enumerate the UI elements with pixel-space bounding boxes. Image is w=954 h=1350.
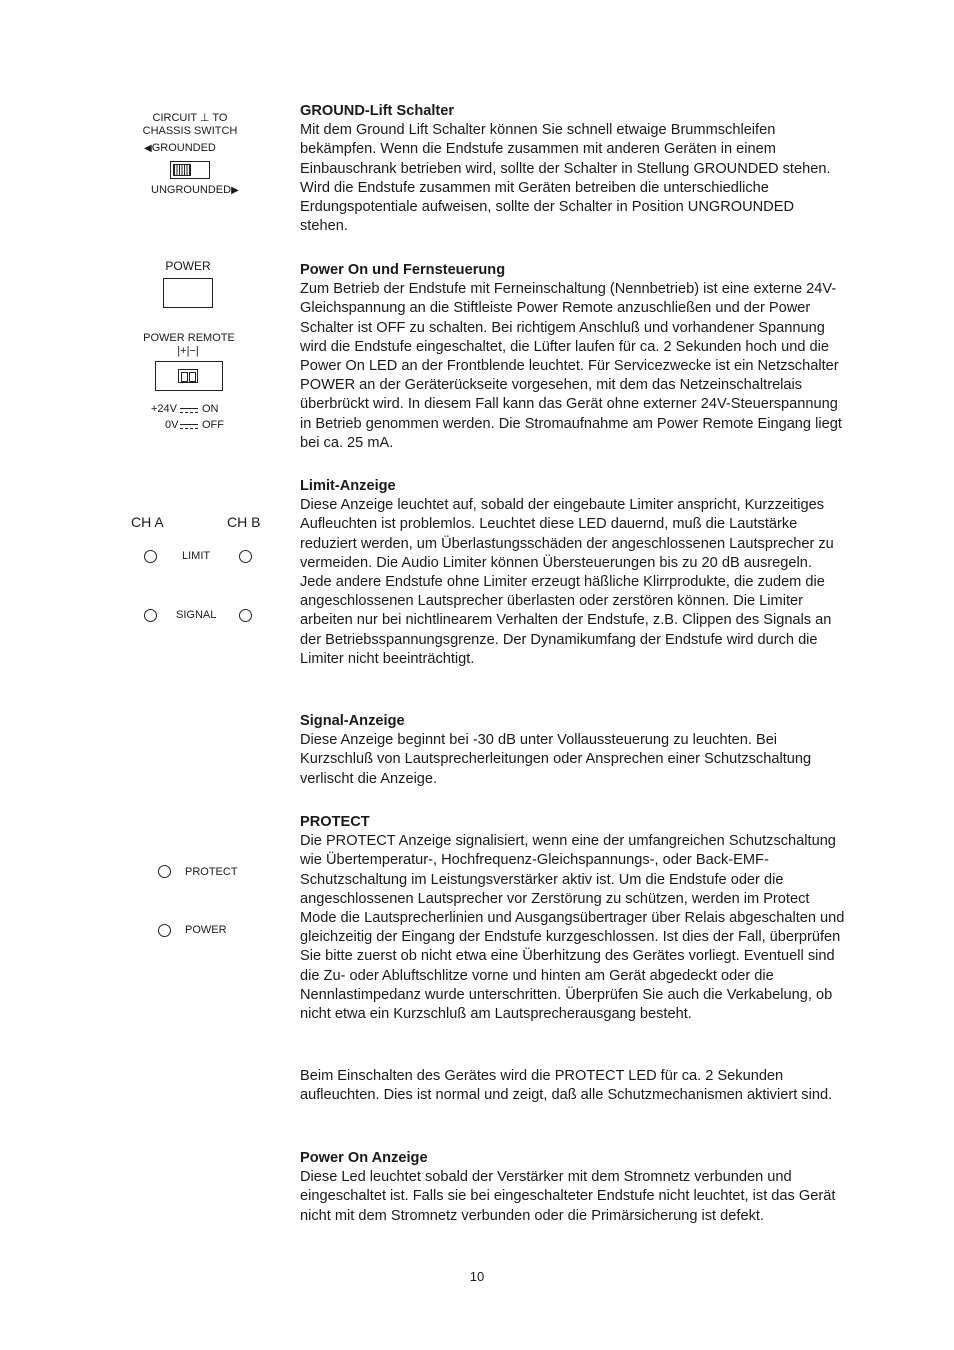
protect-label: PROTECT bbox=[185, 866, 238, 878]
ch-b-label: CH B bbox=[227, 514, 261, 530]
section-paragraph: Diese Led leuchtet sobald der Verstärker mit dem Stromnetz verbunden und eingeschaltet ist. Falls sie bei eingeschalteter Endstufe nicht leuchtet, ist das Gerät nicht mit dem Stromnetz verbunden oder die Primärsicherung ist defekt. bbox=[300, 1169, 836, 1224]
ungrounded-label: UNGROUNDED▶ bbox=[151, 184, 239, 196]
limit-led-ch-b-icon bbox=[239, 550, 252, 563]
section-ground-lift bbox=[300, 102, 845, 236]
off-voltage-label: 0V bbox=[165, 419, 179, 431]
limit-label: LIMIT bbox=[182, 550, 211, 562]
dc-symbol-icon bbox=[180, 424, 198, 429]
section-paragraph: Die PROTECT Anzeige signalisiert, wenn eine der umfangreichen Schutzschaltung wie Übertemperatur-, Hochfrequenz-Gleichspannungs-, oder Back-EMF-Schutzschaltung im Leistungsverstärker aktiv ist. Um die Endstufe oder die angeschlossenen Lautsprecher vor Zerstörung zu schützen, werden im Protect Mode die Lautsprecherlinien und Ausgangsübertrager über Relais abgeschalten und gleichzeitig der Eingang der Endstufe kurzgeschlossen. Ist dies der Fall, überprüfen Sie bitte zuerst ob nicht etwa eine Überhitzung des Gerätes vorliegt. Eventuell sind die Zu- oder Abluftschlitze vorne und hinten am Gerät abgedeckt oder die Nennlastimpedanz wurde unterschritten. Überprüfen Sie auch die Verkabelung, ob nicht etwa ein Kurzschluß am Lautsprecherausgang besteht. bbox=[300, 833, 845, 1023]
section-heading: Limit-Anzeige bbox=[300, 478, 396, 494]
signal-led-ch-b-icon bbox=[239, 609, 252, 622]
arrow-left-icon: ◀ bbox=[144, 143, 152, 154]
power-remote-title: POWER REMOTE bbox=[143, 332, 235, 344]
ground-lift-switch[interactable] bbox=[170, 161, 210, 179]
dc-symbol-icon bbox=[180, 408, 198, 413]
page-number: 10 bbox=[469, 1269, 485, 1284]
section-paragraph: Diese Anzeige beginnt bei -30 dB unter Vollaussteuerung zu leuchten. Bei Kurzschluß von Lautsprecherleitungen oder Ansprechen einer Schutzschaltung verlischt die Anzeige. bbox=[300, 732, 812, 787]
section-power-on-indicator bbox=[300, 1149, 845, 1226]
protect-led-icon bbox=[158, 865, 171, 878]
power-switch[interactable] bbox=[163, 278, 213, 308]
signal-led-ch-a-icon bbox=[144, 609, 157, 622]
switch-title-line1: CIRCUIT ⊥ TO bbox=[152, 112, 228, 124]
grounded-label: ◀GROUNDED bbox=[144, 142, 216, 154]
section-paragraph: Beim Einschalten des Gerätes wird die PROTECT LED für ca. 2 Sekunden aufleuchten. Dies ist normal und zeigt, daß alle Schutzmechanismen aktiviert sind. bbox=[300, 1068, 833, 1104]
power-led-label: POWER bbox=[185, 924, 227, 936]
switch-slider bbox=[173, 164, 191, 176]
section-power-on bbox=[300, 261, 845, 453]
switch-title-line2: CHASSIS SWITCH bbox=[142, 125, 238, 137]
section-protect bbox=[300, 813, 845, 1024]
on-voltage-label: +24V bbox=[151, 403, 177, 415]
polarity-label: |+|−| bbox=[177, 345, 199, 357]
section-heading: GROUND-Lift Schalter bbox=[300, 103, 455, 119]
signal-label: SIGNAL bbox=[176, 609, 217, 621]
ch-a-label: CH A bbox=[131, 514, 164, 530]
section-heading: PROTECT bbox=[300, 814, 370, 830]
section-limit bbox=[300, 477, 845, 669]
section-heading: Power On Anzeige bbox=[300, 1150, 428, 1166]
section-protect-note bbox=[300, 1067, 845, 1105]
limit-led-ch-a-icon bbox=[144, 550, 157, 563]
section-heading: Signal-Anzeige bbox=[300, 713, 405, 729]
section-paragraph: Diese Anzeige leuchtet auf, sobald der eingebaute Limiter anspricht, Kurzzeitiges Aufleuchten ist problemlos. Leuchtet diese LED dauernd, muß die Lautstärke reduziert werden, um Überlastungsschäden der angeschlossenen Lautsprecher zu vermeiden. Die Audio Limiter können Übersteuerungen bis zu 20 dB ausregeln. Jede andere Endstufe ohne Limiter erzeugt häßliche Klirrprodukte, die zudem die angeschlossenen Lautsprecher überlasten oder zerstören können. Die Limiter arbeiten nur bei nichtlinearem Verhalten der Endstufe, z.B. Clippen des Signals an der Betriebsspannungsgrenze. Der Dynamikumfang der Endstufe wird durch die Limiter nicht beeinträchtigt. bbox=[300, 497, 834, 667]
power-led-icon bbox=[158, 924, 171, 937]
power-remote-connector[interactable] bbox=[155, 361, 223, 391]
connector-pins bbox=[178, 369, 198, 383]
off-label: OFF bbox=[202, 419, 224, 431]
section-signal bbox=[300, 712, 845, 789]
power-switch-label: POWER bbox=[165, 259, 211, 273]
section-paragraph: Zum Betrieb der Endstufe mit Ferneinschaltung (Nennbetrieb) ist eine externe 24V-Gleichspannung an die Stiftleiste Power Remote anzuschließen und der Power Schalter ist OFF zu schalten. Bei richtigem Anschluß und vorhandener Spannung wird die Endstufe eingeschaltet, die Lüfter laufen für ca. 2 Sekunden hoch und die Power On LED an der Frontblende leuchtet. Für Servicezwecke ist ein Netzschalter POWER an der Geräterückseite vorgesehen, mit dem das Netzeinschaltrelais überbrückt wird. In diesem Fall kann das Gerät ohne externer 24V-Steuerspannung in Betrieb genommen werden. Die Stromaufnahme am Power Remote Eingang liegt bei ca. 25 mA. bbox=[300, 281, 842, 451]
arrow-right-icon: ▶ bbox=[231, 185, 239, 196]
section-paragraph: Mit dem Ground Lift Schalter können Sie schnell etwaige Brummschleifen bekämpfen. Wenn die Endstufe zusammen mit anderen Geräten in einem Einbauschrank betrieben wird, sollte der Schalter in Stellung GROUNDED stehen. Wird die Endstufe zusammen mit Geräten betreiben die unterschiedliche Erdungspotentiale aufweisen, sollte der Schalter in Position UNGROUNDED stehen. bbox=[300, 122, 831, 235]
on-label: ON bbox=[202, 403, 219, 415]
section-heading: Power On und Fernsteuerung bbox=[300, 262, 506, 278]
